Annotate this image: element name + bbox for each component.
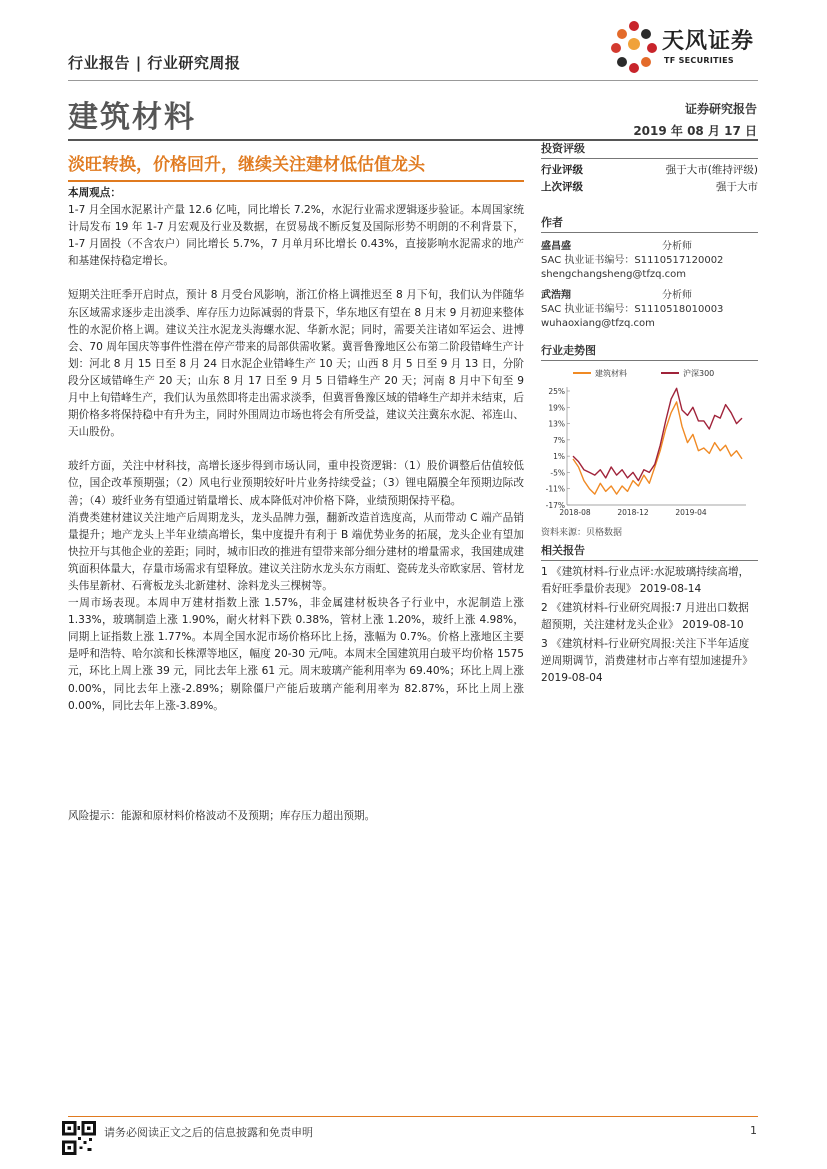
- qr-code-icon: [62, 1121, 96, 1155]
- page-number: 1: [750, 1124, 757, 1137]
- y-tick-label: 13%: [548, 419, 565, 429]
- paragraph-1: 1-7 月全国水泥累计产量 12.6 亿吨，同比增长 7.2%，水泥行业需求逻辑逐步验证。本周国家统计局发布 19 年 1-7 月宏观及行业及数据，在贸易战不断反复及国际形势不明朗的不利背景下，1-7 月固投（不含农户）同比增长 5.7%，7 月单月环比增长 0.43%，直接影响水泥需求的地产和基建保持稳定增长。: [68, 204, 524, 268]
- related-heading: 相关报告: [541, 542, 758, 561]
- logo-text-cn: 天风证券: [662, 29, 755, 54]
- legend-label: 建筑材料: [595, 369, 627, 378]
- authors-heading: 作者: [541, 214, 758, 233]
- analyst-role: 分析师: [662, 241, 692, 252]
- industry-rating-value: 强于大市(维持评级): [665, 164, 758, 176]
- analyst-role: 分析师: [662, 290, 692, 301]
- tf-logo-icon: [610, 20, 658, 76]
- industry-rating-label: 行业评级: [541, 164, 583, 176]
- report-breadcrumb: 行业报告 | 行业研究周报: [68, 54, 241, 72]
- analyst-name: 盛昌盛: [541, 241, 571, 252]
- section-heading: 本周观点：: [68, 187, 121, 199]
- risk-warning: 风险提示：能源和原材料价格波动不及预期；库存压力超出预期。: [68, 810, 376, 822]
- report-type: 证券研究报告: [684, 102, 757, 116]
- footer-disclaimer[interactable]: 请务必阅读正文之后的信息披露和免责申明: [104, 1126, 313, 1139]
- header-divider: [68, 80, 758, 81]
- rating-heading: 投资评级: [541, 140, 758, 159]
- analyst-sac: SAC 执业证书编号：S1110517120002: [541, 255, 724, 266]
- related-report-3[interactable]: 3 《建筑材料-行业研究周报:关注下半年适度逆周期调节，消费建材市占率有望加速提升》 2019-08-04: [541, 638, 753, 684]
- x-tick-label: 2019-04: [675, 508, 707, 517]
- logo-text-en: TF SECURITIES: [664, 56, 734, 65]
- y-tick-label: -11%: [545, 484, 565, 494]
- last-rating-value: 强于大市: [716, 181, 758, 193]
- y-tick-label: 25%: [548, 387, 565, 396]
- report-title: 淡旺转换，价格回升，继续关注建材低估值龙头: [68, 155, 425, 175]
- related-box: [541, 542, 758, 689]
- trend-chart: [541, 363, 758, 523]
- series-line-hs300: [573, 388, 742, 480]
- paragraph-2: 短期关注旺季开启时点，预计 8 月受台风影响，浙江价格上调推迟至 8 月下旬，我们认为伴随华东区域需求逐步走出淡季、库存压力边际减弱的背景下，华东地区有望在 8 月末 9 月初迎来整体性的水泥价格上调。建议关注水泥龙头海螺水泥、华新水泥；同时，需要关注诸如军运会、进博会、70 周年国庆等事件性潜在停产带来的局部供需收紧。冀晋鲁豫地区公布第二阶段错峰生产计划：河北 8 月 15 日至 8 月 24 日水泥企业错峰生产 10 天；山西 8 月 5 日至 9 月 13 日，分阶段分区域错峰生产 20 天；山东 8 月 17 日至 9 月 5 日错峰生产 20 天；河南 8 月中下旬至 9 月中上旬错峰生产，我们认为虽然即将走出需求淡季，但冀晋鲁豫区域的错峰生产却并未结束，后期价格多将保持稳中有升为主，同时外围周边市场也将会有所受益，建议关注冀东水泥、祁连山、天山股份。: [68, 289, 524, 439]
- analyst-name: 武浩翔: [541, 290, 571, 301]
- y-tick-label: 7%: [553, 435, 565, 445]
- trend-heading: 行业走势图: [541, 342, 758, 361]
- analyst-email[interactable]: wuhaoxiang@tfzq.com: [541, 318, 655, 329]
- legend-label: 沪深300: [683, 369, 715, 378]
- related-report-1[interactable]: 1 《建筑材料-行业点评:水泥玻璃持续高增，看好旺季量价表现》 2019-08-14: [541, 566, 750, 595]
- sector-title: 建筑材料: [68, 100, 196, 135]
- trend-box: [541, 342, 758, 538]
- related-report-2[interactable]: 2 《建筑材料-行业研究周报:7 月进出口数据超预期，关注建材龙头企业》 2019-08-10: [541, 602, 749, 631]
- y-tick-label: -17%: [545, 501, 565, 510]
- analyst-2: [541, 289, 758, 331]
- paragraph-4: 消费类建材建议关注地产后周期龙头，龙头品牌力强，翻新改造首选度高，从而带动 C 端产品销量提升；地产龙头上半年业绩高增长，集中度提升有利于 B 端优势业务的拓展，龙头企业有望加快拉开与其他企业的差距；同时，城市旧改的推进有望带来部分细分建材的增量需求，我国建成建筑面积体量大，存量市场需求有望释放。建议关注防水龙头东方雨虹、瓷砖龙头帝欧家居、管材龙头伟星新材、石膏板龙头北新建材、涂料龙头三棵树等。: [68, 511, 524, 592]
- analyst-1: [541, 240, 758, 282]
- chart-source: 资料来源：贝格数据: [541, 528, 623, 538]
- company-logo: [610, 20, 770, 76]
- x-tick-label: 2018-12: [617, 508, 649, 517]
- paragraph-5: 一周市场表现。本周申万建材指数上涨 1.57%，非金属建材板块各子行业中，水泥制造上涨 1.33%，玻璃制造上涨 1.90%，耐火材料下跌 0.38%，管材上涨 1.20%，玻纤上涨 4.98%，同期上证指数上涨 1.77%。本周全国水泥市场价格环比上扬，涨幅为 0.7%。价格上涨地区主要是呼和浩特、哈尔滨和长株潭等地区，幅度 20-30 元/吨。本周末全国建筑用白玻平均价格 1575 元，环比上周上涨 39 元，同比去年上涨 61 元。周末玻璃产能利用率为 69.40%；环比上周上涨 0.00%，同比去年上涨-2.89%；剔除僵尸产能后玻璃产能利用率为 82.87%，环比上周上涨 0.00%，同比去年上涨-3.89%。: [68, 597, 524, 712]
- y-tick-label: 19%: [548, 403, 565, 413]
- authors-box: [541, 214, 758, 331]
- analyst-email[interactable]: shengchangsheng@tfzq.com: [541, 269, 686, 280]
- report-date: 2019 年 08 月 17 日: [633, 124, 757, 138]
- x-tick-label: 2018-08: [559, 508, 591, 517]
- y-tick-label: -5%: [550, 468, 565, 478]
- paragraph-3: 玻纤方面，关注中材科技，高增长逐步得到市场认同，重申投资逻辑：（1）股价调整后估值较低位，国企改革预期强；（2）风电行业预期较好叶片业务持续受益；（3）锂电隔膜全年预期边际改善；（4）玻纤业务有望通过销量增长、成本降低对冲价格下降，业绩预期保持平稳。: [68, 460, 524, 507]
- rating-box: [541, 140, 758, 196]
- analyst-sac: SAC 执业证书编号：S1110518010003: [541, 304, 724, 315]
- main-content: [68, 185, 524, 715]
- footer-divider: [68, 1116, 758, 1117]
- title-underline: [68, 180, 524, 182]
- y-tick-label: 1%: [553, 452, 565, 462]
- last-rating-label: 上次评级: [541, 181, 583, 193]
